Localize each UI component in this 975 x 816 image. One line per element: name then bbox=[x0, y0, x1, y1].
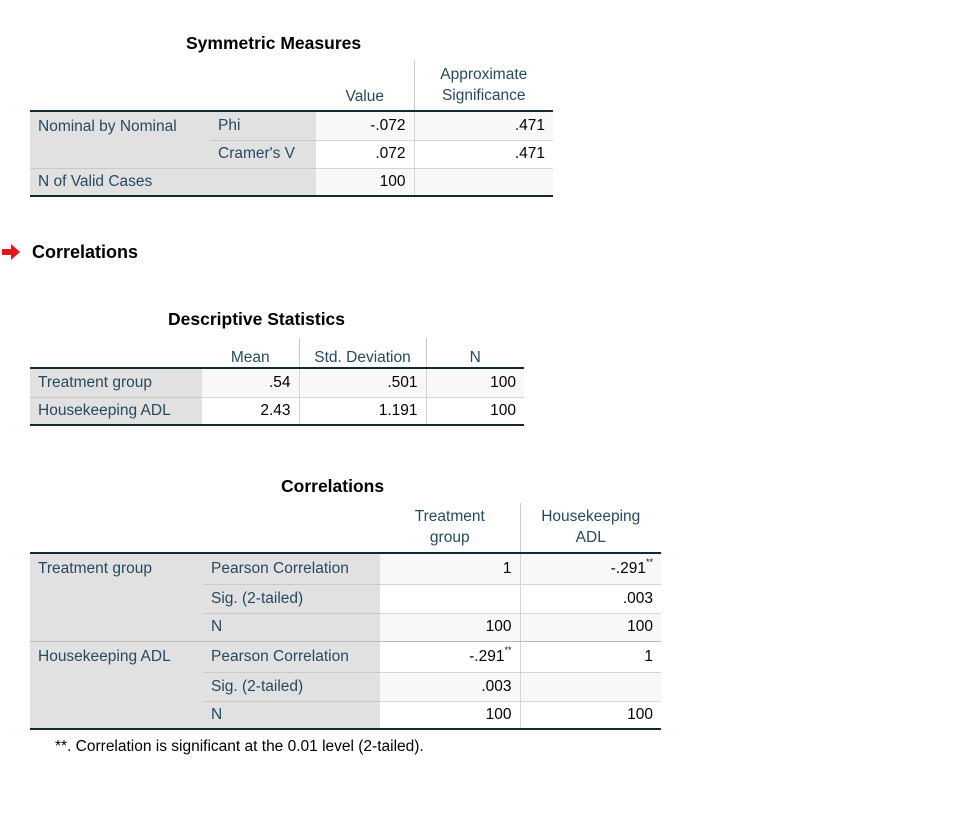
cell-phi-sig: .471 bbox=[414, 111, 553, 140]
cell-n-valid-sig bbox=[414, 168, 553, 196]
cell-n-tg-tg: 100 bbox=[380, 613, 520, 641]
row-stat-sig-2: Sig. (2-tailed) bbox=[203, 672, 380, 701]
row-group-nominal: Nominal by Nominal bbox=[30, 111, 210, 168]
cell-n-adl-tg: 100 bbox=[380, 701, 520, 729]
cell-treatment-sd: .501 bbox=[299, 368, 426, 397]
col-header-treatment-group: Treatment group bbox=[380, 503, 520, 553]
col-header-approx-significance: Approximate Significance bbox=[414, 61, 553, 111]
row-stat-pearson-2: Pearson Correlation bbox=[203, 641, 380, 672]
cell-treatment-n: 100 bbox=[426, 368, 524, 397]
col-header-std-deviation: Std. Deviation bbox=[299, 338, 426, 368]
correlations-table bbox=[30, 503, 661, 730]
row-label-housekeeping-adl: Housekeeping ADL bbox=[30, 397, 202, 425]
row-label-n-valid: N of Valid Cases bbox=[30, 168, 316, 196]
cell-n-adl-adl: 100 bbox=[520, 701, 661, 729]
row-label-treatment-group: Treatment group bbox=[30, 368, 202, 397]
col-header-housekeeping-adl: Housekeeping ADL bbox=[520, 503, 661, 553]
cell-cramers-value: .072 bbox=[316, 140, 414, 168]
cell-cramers-sig: .471 bbox=[414, 140, 553, 168]
symmetric-measures-title: Symmetric Measures bbox=[186, 33, 362, 53]
cell-sig-tg-adl: .003 bbox=[520, 584, 661, 613]
col-header-n: N bbox=[426, 338, 524, 368]
cell-sig-adl-tg: .003 bbox=[380, 672, 520, 701]
row-label-phi: Phi bbox=[210, 111, 316, 140]
section-heading-correlations[interactable]: Correlations bbox=[32, 242, 139, 262]
significance-marker: ** bbox=[645, 556, 653, 567]
correlations-footnote: **. Correlation is significant at the 0.01 level (2-tailed). bbox=[55, 738, 424, 755]
descriptive-statistics-title: Descriptive Statistics bbox=[168, 309, 346, 329]
cell-r-adl-tg: -.291** bbox=[380, 641, 520, 672]
cell-n-tg-adl: 100 bbox=[520, 613, 661, 641]
cell-treatment-mean: .54 bbox=[202, 368, 299, 397]
descriptive-statistics-table bbox=[30, 338, 524, 426]
row-stat-n-1: N bbox=[203, 613, 380, 641]
significance-marker: ** bbox=[504, 644, 512, 655]
col-header-value: Value bbox=[316, 61, 414, 111]
cell-phi-value: -.072 bbox=[316, 111, 414, 140]
red-arrow-icon[interactable] bbox=[2, 244, 20, 260]
cell-sig-tg-tg bbox=[380, 584, 520, 613]
row-stat-n-2: N bbox=[203, 701, 380, 729]
cell-n-valid-value: 100 bbox=[316, 168, 414, 196]
cell-sig-adl-adl bbox=[520, 672, 661, 701]
cell-housekeeping-n: 100 bbox=[426, 397, 524, 425]
row-stat-sig-1: Sig. (2-tailed) bbox=[203, 584, 380, 613]
row-stat-pearson-1: Pearson Correlation bbox=[203, 553, 380, 584]
cell-housekeeping-sd: 1.191 bbox=[299, 397, 426, 425]
row-var-treatment-group: Treatment group bbox=[30, 553, 203, 641]
correlations-title: Correlations bbox=[281, 476, 385, 496]
row-label-cramers-v: Cramer's V bbox=[210, 140, 316, 168]
cell-r-tg-tg: 1 bbox=[380, 553, 520, 584]
cell-r-adl-adl: 1 bbox=[520, 641, 661, 672]
row-var-housekeeping-adl: Housekeeping ADL bbox=[30, 641, 203, 729]
col-header-mean: Mean bbox=[202, 338, 299, 368]
cell-r-tg-adl: -.291** bbox=[520, 553, 661, 584]
cell-housekeeping-mean: 2.43 bbox=[202, 397, 299, 425]
symmetric-measures-table bbox=[30, 61, 553, 197]
